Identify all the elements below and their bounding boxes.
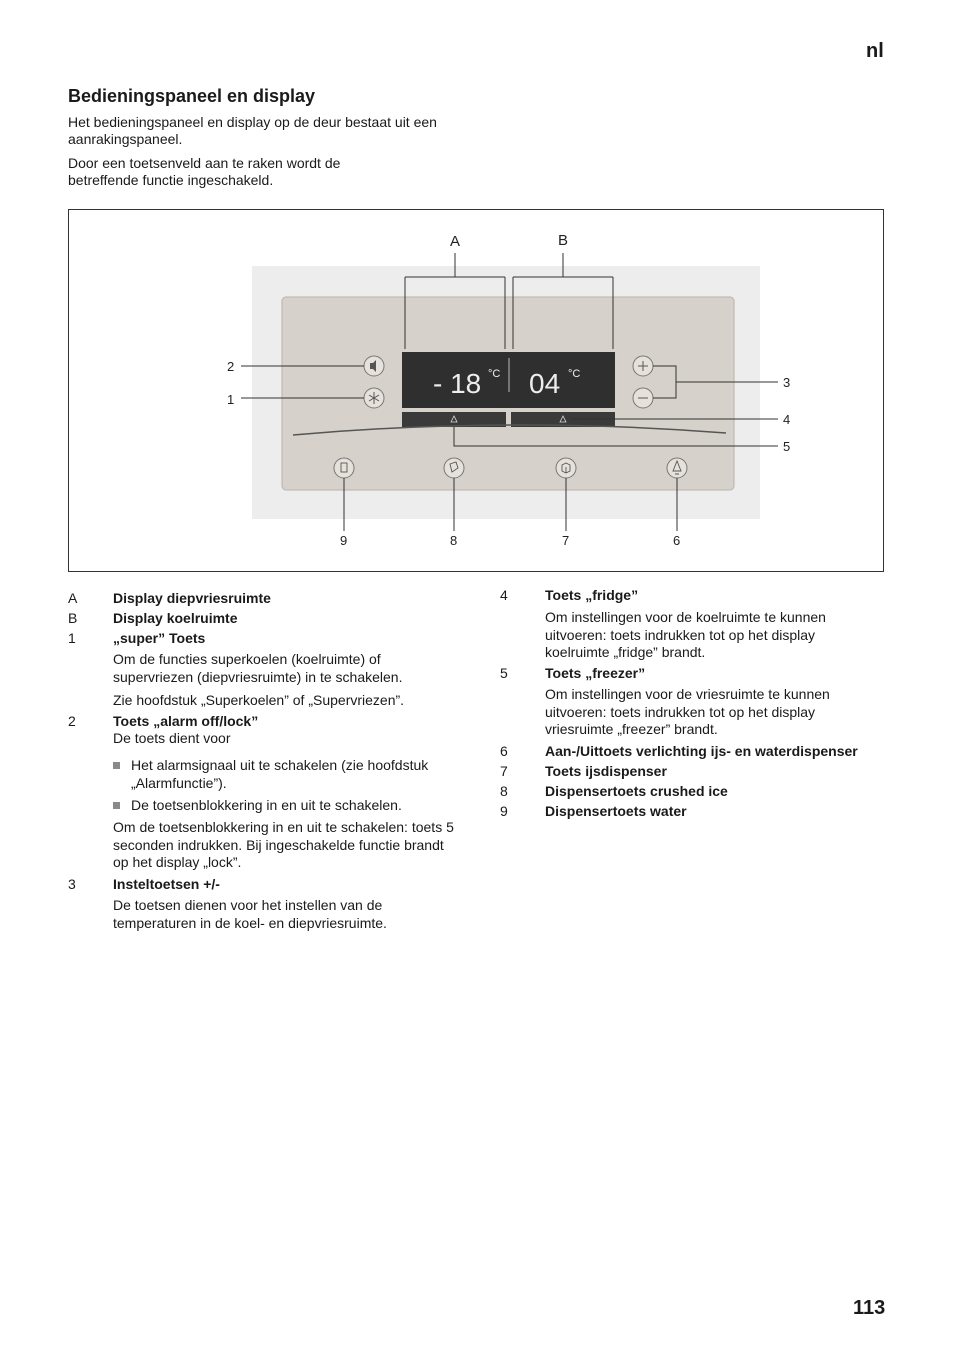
- fridge-temp-value: 04: [529, 368, 561, 399]
- legend-2-desc: Om de toetsenblokkering in en uit te schakelen: toets 5 seconden indrukken. Bij ingeschakelde functie brandt op het display „lock”.: [113, 819, 454, 870]
- legend-item-B: B Display koelruimte: [68, 610, 238, 626]
- control-panel-figure: [68, 209, 884, 572]
- legend-1-desc-1: Om de functies superkoelen (koelruimte) of supervriezen (diepvriesruimte) in te schakelen.: [113, 651, 403, 685]
- legend-4-desc: Om instellingen voor de koelruimte te kunnen uitvoeren: toets indrukken tot op het display koelruimte „fridge” brandt.: [545, 609, 826, 660]
- bullet-icon: [113, 762, 120, 769]
- freezer-temp-unit: °C: [488, 368, 501, 380]
- callout-6: 6: [673, 533, 681, 548]
- legend-item-1: 1 „super” Toets: [68, 630, 206, 646]
- legend-item-2: 2 Toets „alarm off/lock”: [68, 713, 259, 729]
- legend-1-desc-2: Zie hoofdstuk „Superkoelen” of „Supervriezen”.: [113, 692, 405, 708]
- legend-3-desc: De toetsen dienen voor het instellen van de temperaturen in de koel- en diepvriesruimte.: [113, 897, 387, 931]
- legend-item-3: 3 Insteltoetsen +/-: [68, 876, 220, 892]
- callout-A: A: [450, 233, 461, 250]
- bullet-icon: [113, 802, 120, 809]
- callout-8: 8: [450, 533, 458, 548]
- callout-4: 4: [783, 412, 791, 427]
- language-tag: nl: [866, 40, 884, 62]
- freezer-temp-value: - 18: [433, 368, 482, 399]
- water-icon[interactable]: [334, 458, 354, 478]
- legend-item-A: A Display diepvriesruimte: [68, 590, 271, 606]
- crushed-ice-icon[interactable]: [444, 458, 464, 478]
- legend-2-bullet-1: Het alarmsignaal uit te schakelen (zie hoofdstuk „Alarmfunctie”).: [131, 757, 461, 792]
- intro-paragraph-1: Het bedieningspaneel en display op de deur bestaat uit een aanrakingspaneel.: [68, 114, 437, 147]
- callout-9: 9: [340, 533, 348, 548]
- section-title: Bedieningspaneel en display: [68, 86, 316, 106]
- control-panel-illustration: [69, 210, 885, 573]
- callout-3: 3: [783, 375, 791, 390]
- fridge-temp-unit: °C: [568, 368, 581, 380]
- legend-item-8: 8 Dispensertoets crushed ice: [500, 783, 728, 799]
- intro-paragraph-2: Door een toetsenveld aan te raken wordt de betreffende functie ingeschakeld.: [68, 155, 341, 188]
- legend-2-sub: De toets dient voor: [113, 730, 231, 746]
- legend-2-bullet-2: De toetsenblokkering in en uit te schakelen.: [131, 797, 461, 815]
- callout-B: B: [558, 232, 569, 249]
- callout-7: 7: [562, 533, 570, 548]
- legend-item-9: 9 Dispensertoets water: [500, 803, 687, 819]
- legend-item-4: 4 Toets „fridge”: [500, 587, 639, 603]
- legend-item-7: 7 Toets ijsdispenser: [500, 763, 667, 779]
- legend-item-5: 5 Toets „freezer”: [500, 665, 646, 681]
- callout-5: 5: [783, 439, 791, 454]
- legend-item-6: 6 Aan-/Uittoets verlichting ijs- en waterdispenser: [500, 743, 858, 759]
- page-number: 113: [853, 1297, 886, 1319]
- legend-5-desc: Om instellingen voor de vriesruimte te kunnen uitvoeren: toets indrukken tot op het display vriesruimte „freezer” brandt.: [545, 686, 830, 737]
- callout-2: 2: [227, 359, 235, 374]
- callout-1: 1: [227, 392, 235, 407]
